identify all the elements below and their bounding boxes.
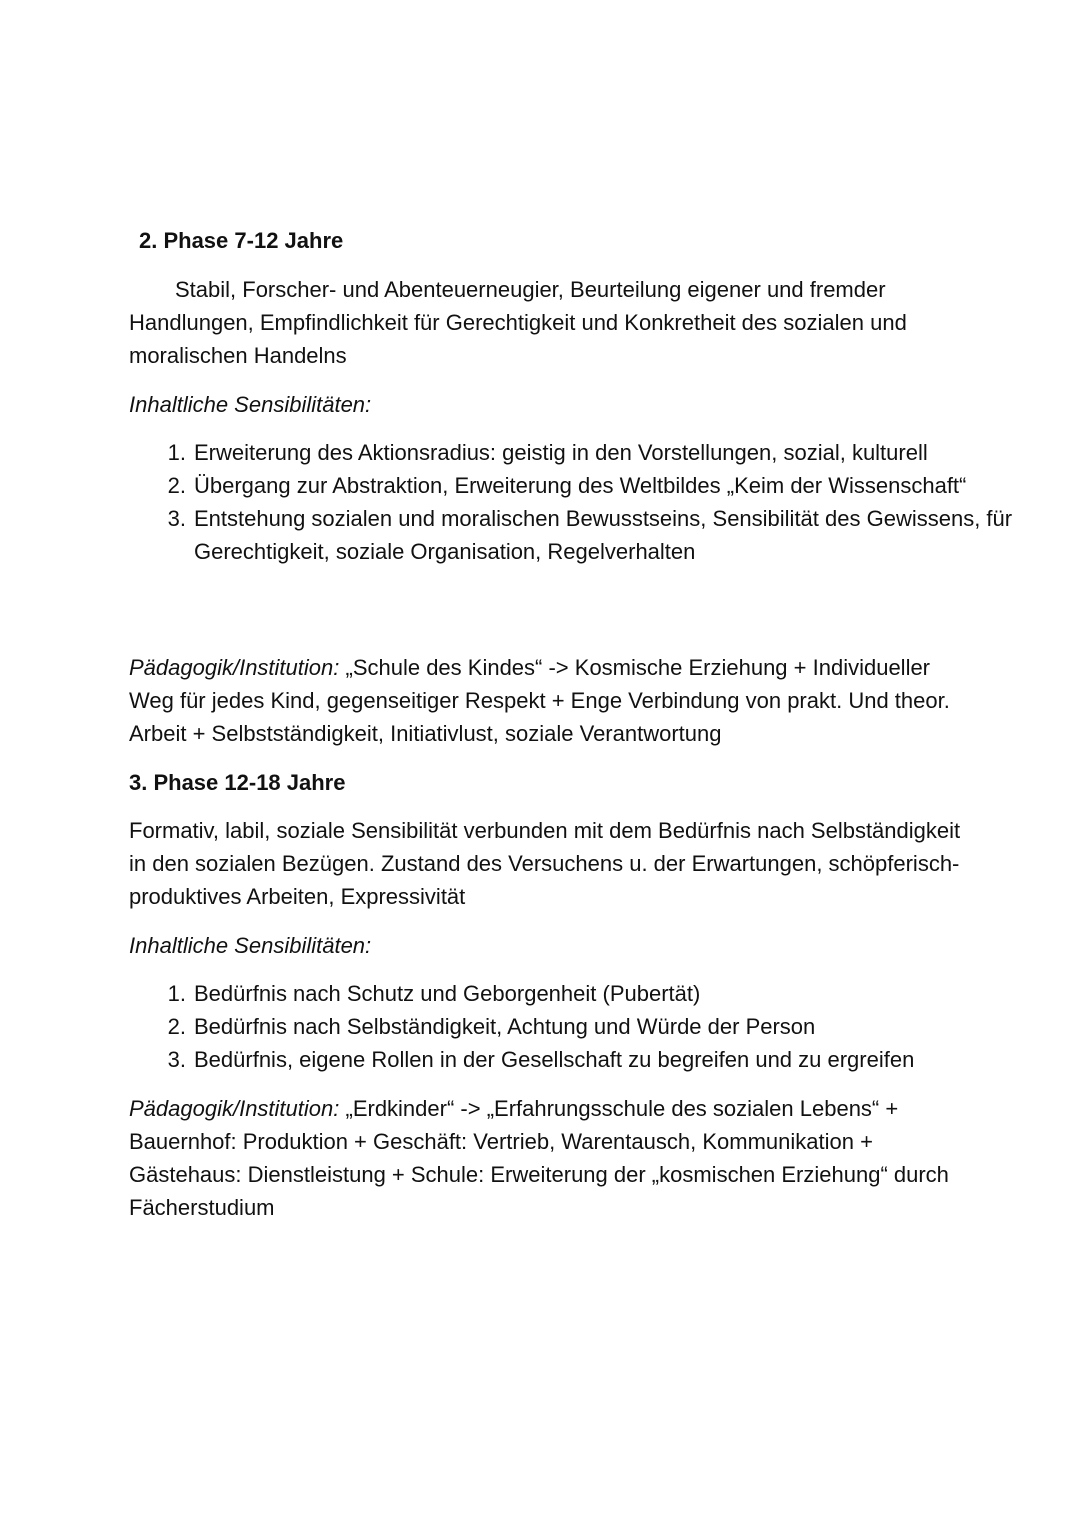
phase-2-pedagogy-text: „Schule des Kindes“ -> Kosmische Erziehung + Individueller Weg für jedes Kind, gegenseitiger Respekt + Enge Verbindung von prakt. Und theor. Arbeit + Selbstständigkeit, Initiativlust, soziale Verantwortung xyxy=(129,655,950,746)
phase-3-sensitivities-label: Inhaltliche Sensibilitäten: xyxy=(129,933,372,958)
phase-3-heading: 3. Phase 12-18 Jahre xyxy=(129,770,346,795)
phase-3-pedagogy-text: „Erdkinder“ -> „Erfahrungsschule des sozialen Lebens“ + Bauernhof: Produktion + Geschäft: Vertrieb, Warentausch, Kommunikation + Gästehaus: Dienstleistung + Schule: Erweiterung der „kosmischen Erziehung“ durch Fächerstudium xyxy=(129,1096,949,1220)
list-item: Bedürfnis nach Schutz und Geborgenheit (Pubertät) xyxy=(194,981,701,1006)
phase-2-sensitivities-list xyxy=(129,436,1034,568)
phase-3-pedagogy-paragraph xyxy=(129,1092,969,1224)
phase-2-pedagogy-paragraph xyxy=(129,651,969,750)
list-item: Übergang zur Abstraktion, Erweiterung des Weltbildes „Keim der Wissenschaft“ xyxy=(194,473,967,498)
phase-3-description: Formativ, labil, soziale Sensibilität verbunden mit dem Bedürfnis nach Selbständigkeit in den sozialen Bezügen. Zustand des Versuchens u. der Erwartungen, schöpferisch-produktives Arbeiten, Expressivität xyxy=(129,818,961,909)
list-item: Bedürfnis, eigene Rollen in der Gesellschaft zu begreifen und zu ergreifen xyxy=(194,1047,915,1072)
phase-2-sensitivities-label: Inhaltliche Sensibilitäten: xyxy=(129,392,372,417)
phase-3-pedagogy-label: Pädagogik/Institution: xyxy=(129,1096,340,1121)
phase-3-sensitivities-list xyxy=(129,977,1034,1076)
phase-2-pedagogy-label: Pädagogik/Institution: xyxy=(129,655,340,680)
list-item: Bedürfnis nach Selbständigkeit, Achtung und Würde der Person xyxy=(194,1014,816,1039)
list-item: Erweiterung des Aktionsradius: geistig in den Vorstellungen, sozial, kulturell xyxy=(194,440,928,465)
phase-2-heading: 2. Phase 7-12 Jahre xyxy=(139,228,344,253)
list-item: Entstehung sozialen und moralischen Bewusstseins, Sensibilität des Gewissens, für Gerechtigkeit, soziale Organisation, Regelverhalten xyxy=(194,506,1013,564)
phase-2-description: Stabil, Forscher- und Abenteuerneugier, Beurteilung eigener und fremder Handlungen, Empfindlichkeit für Gerechtigkeit und Konkretheit des sozialen und moralischen Handelns xyxy=(129,277,907,368)
